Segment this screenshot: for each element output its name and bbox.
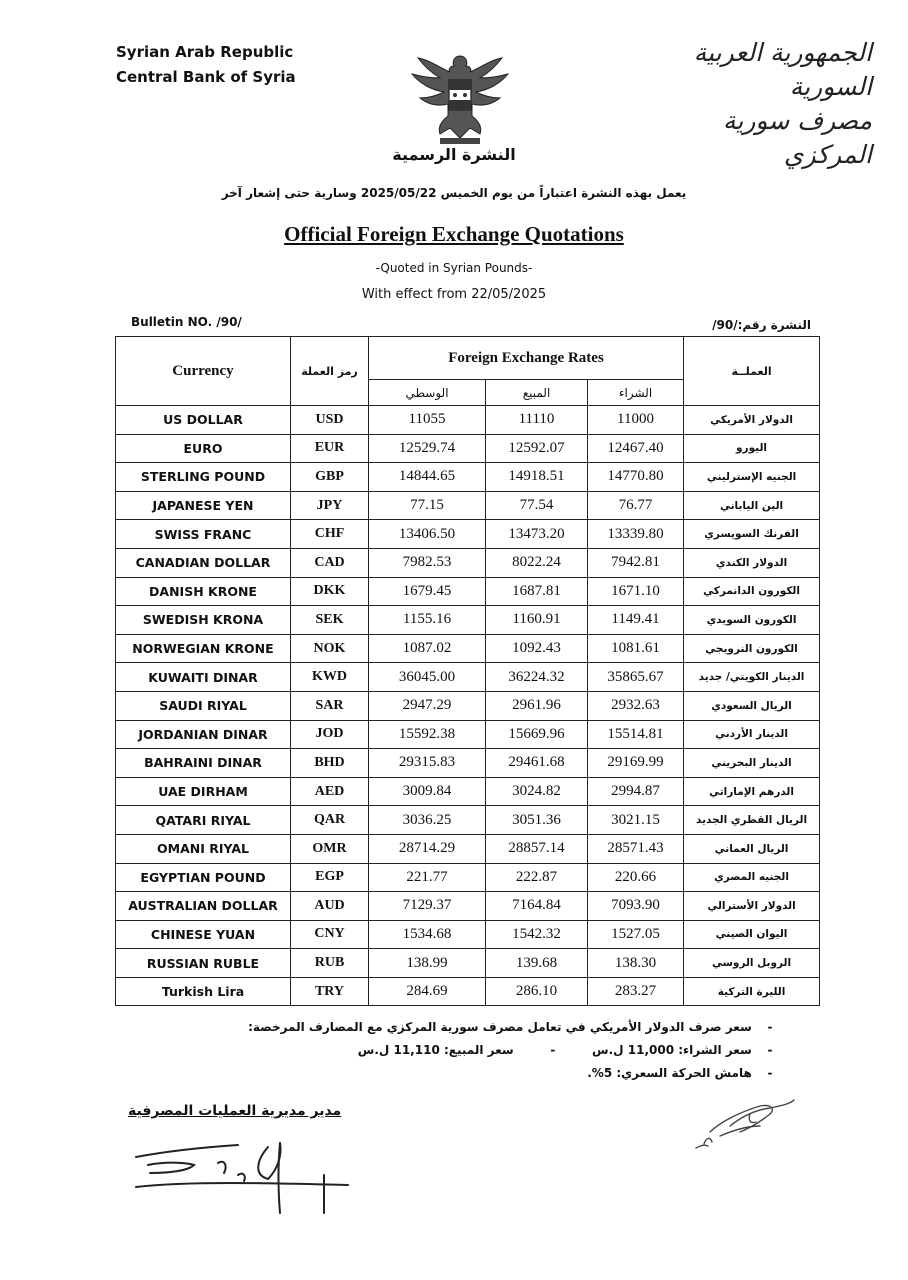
currency-name: EURO	[116, 434, 291, 463]
currency-name: KUWAITI DINAR	[116, 663, 291, 692]
currency-name-arabic: الريال السعودي	[684, 691, 820, 720]
buy-rate: 2932.63	[588, 691, 684, 720]
currency-name: AUSTRALIAN DOLLAR	[116, 892, 291, 921]
buy-rate: 1149.41	[588, 606, 684, 635]
currency-name-arabic: الليرة التركية	[684, 977, 820, 1006]
buy-rate: 7942.81	[588, 548, 684, 577]
sell-rate: 1542.32	[486, 920, 588, 949]
currency-name-arabic: الدينار الأردني	[684, 720, 820, 749]
rate-row	[116, 520, 820, 549]
sell-rate: 29461.68	[486, 749, 588, 778]
middle-rate: 77.15	[369, 491, 486, 520]
header-buy-rate: الشراء	[588, 380, 684, 406]
buy-rate: 12467.40	[588, 434, 684, 463]
currency-name-arabic: الدولار الأمريكي	[684, 406, 820, 435]
currency-name-arabic: الجنيه المصري	[684, 863, 820, 892]
currency-name: RUSSIAN RUBLE	[116, 949, 291, 978]
currency-name-arabic: الريال القطري الجديد	[684, 806, 820, 835]
currency-name: US DOLLAR	[116, 406, 291, 435]
bulletin-number-english: Bulletin NO. /90/	[131, 315, 242, 329]
note-bullet: -	[767, 1020, 773, 1034]
sell-rate: 15669.96	[486, 720, 588, 749]
header-currency-arabic: العملــة	[684, 337, 820, 406]
currency-name: NORWEGIAN KRONE	[116, 634, 291, 663]
rate-row	[116, 634, 820, 663]
middle-rate: 1534.68	[369, 920, 486, 949]
exchange-rates-body	[116, 406, 820, 1006]
rate-row	[116, 806, 820, 835]
rate-row	[116, 949, 820, 978]
middle-rate: 28714.29	[369, 834, 486, 863]
currency-code: EUR	[291, 434, 369, 463]
sell-rate: 13473.20	[486, 520, 588, 549]
currency-code: USD	[291, 406, 369, 435]
notes-section	[144, 1016, 784, 1085]
currency-code: AUD	[291, 892, 369, 921]
currency-name-arabic: الدولار الأسترالي	[684, 892, 820, 921]
currency-name: EGYPTIAN POUND	[116, 863, 291, 892]
sell-rate: 1160.91	[486, 606, 588, 635]
rate-row	[116, 548, 820, 577]
sell-rate: 2961.96	[486, 691, 588, 720]
note-usd-prices	[144, 1039, 784, 1062]
header-currency: Currency	[116, 337, 291, 406]
rate-row	[116, 720, 820, 749]
header-english	[116, 40, 296, 90]
currency-name-arabic: الدولار الكندي	[684, 548, 820, 577]
buy-rate: 1081.61	[588, 634, 684, 663]
currency-name: SAUDI RIYAL	[116, 691, 291, 720]
note-separator: -	[550, 1043, 556, 1057]
rate-row	[116, 406, 820, 435]
currency-code: AED	[291, 777, 369, 806]
currency-name-arabic: اليوان الصيني	[684, 920, 820, 949]
handwritten-signature	[690, 1092, 800, 1152]
buy-rate: 1671.10	[588, 577, 684, 606]
currency-name-arabic: الريال العماني	[684, 834, 820, 863]
note-margin-text: هامش الحركة السعري: 5%.	[587, 1066, 752, 1080]
header-middle-rate: الوسطي	[369, 380, 486, 406]
currency-code: QAR	[291, 806, 369, 835]
currency-code: JPY	[291, 491, 369, 520]
sell-rate: 139.68	[486, 949, 588, 978]
sell-rate: 3051.36	[486, 806, 588, 835]
buy-rate: 3021.15	[588, 806, 684, 835]
effective-date-arabic: يعمل بهذه النشرة اعتباراً من يوم الخميس 2025/05/22 وسارية حتى إشعار آخر	[221, 186, 687, 200]
note-usd-dealing	[144, 1016, 784, 1039]
currency-name-arabic: الين الياباني	[684, 491, 820, 520]
buy-rate: 28571.43	[588, 834, 684, 863]
currency-name-arabic: الروبل الروسي	[684, 949, 820, 978]
sell-rate: 36224.32	[486, 663, 588, 692]
sell-rate: 7164.84	[486, 892, 588, 921]
sell-rate: 286.10	[486, 977, 588, 1006]
middle-rate: 11055	[369, 406, 486, 435]
currency-name: STERLING POUND	[116, 463, 291, 492]
sell-rate: 28857.14	[486, 834, 588, 863]
currency-name: Turkish Lira	[116, 977, 291, 1006]
currency-name-arabic: الجنيه الإسترليني	[684, 463, 820, 492]
currency-name: DANISH KRONE	[116, 577, 291, 606]
middle-rate: 13406.50	[369, 520, 486, 549]
sell-rate: 14918.51	[486, 463, 588, 492]
buy-rate: 13339.80	[588, 520, 684, 549]
currency-name: JORDANIAN DINAR	[116, 720, 291, 749]
currency-name-arabic: الفرنك السويسري	[684, 520, 820, 549]
note-margin	[144, 1062, 784, 1085]
currency-name-arabic: الكورون الدانمركي	[684, 577, 820, 606]
currency-code: KWD	[291, 663, 369, 692]
currency-name: CANADIAN DOLLAR	[116, 548, 291, 577]
buy-rate: 14770.80	[588, 463, 684, 492]
rate-row	[116, 777, 820, 806]
buy-rate: 11000	[588, 406, 684, 435]
currency-code: OMR	[291, 834, 369, 863]
rate-row	[116, 834, 820, 863]
currency-code: NOK	[291, 634, 369, 663]
middle-rate: 29315.83	[369, 749, 486, 778]
currency-name: SWISS FRANC	[116, 520, 291, 549]
currency-name: SWEDISH KRONA	[116, 606, 291, 635]
currency-code: CHF	[291, 520, 369, 549]
currency-name-arabic: الدينار البحريني	[684, 749, 820, 778]
syrian-eagle-emblem-icon	[410, 38, 510, 148]
currency-code: TRY	[291, 977, 369, 1006]
currency-name-arabic: الدينار الكويتي/ جديد	[684, 663, 820, 692]
middle-rate: 14844.65	[369, 463, 486, 492]
note-bullet: -	[767, 1066, 773, 1080]
rate-row	[116, 920, 820, 949]
currency-code: SEK	[291, 606, 369, 635]
buy-rate: 15514.81	[588, 720, 684, 749]
middle-rate: 284.69	[369, 977, 486, 1006]
middle-rate: 3036.25	[369, 806, 486, 835]
middle-rate: 7982.53	[369, 548, 486, 577]
header-arabic-bank: مصرف سورية المركزي	[722, 106, 872, 169]
note-sell-price: سعر المبيع: 11,110 ل.س	[357, 1043, 514, 1057]
rate-row	[116, 491, 820, 520]
rate-row	[116, 863, 820, 892]
header-sell-rate: المبيع	[486, 380, 588, 406]
middle-rate: 138.99	[369, 949, 486, 978]
header-arabic-country: الجمهورية العربية السورية	[693, 38, 872, 101]
currency-name: BAHRAINI DINAR	[116, 749, 291, 778]
buy-rate: 2994.87	[588, 777, 684, 806]
exchange-rates-table	[115, 336, 820, 1006]
currency-code: RUB	[291, 949, 369, 978]
buy-rate: 283.27	[588, 977, 684, 1006]
currency-name: QATARI RIYAL	[116, 806, 291, 835]
sell-rate: 3024.82	[486, 777, 588, 806]
bulletin-number-arabic: النشرة رقم:/90/	[712, 318, 811, 332]
currency-name-arabic: الدرهم الإماراتي	[684, 777, 820, 806]
middle-rate: 1155.16	[369, 606, 486, 635]
currency-code: SAR	[291, 691, 369, 720]
currency-name-arabic: الكورون السويدي	[684, 606, 820, 635]
note-buy-price: سعر الشراء: 11,000 ل.س	[592, 1043, 752, 1057]
buy-rate: 220.66	[588, 863, 684, 892]
middle-rate: 1087.02	[369, 634, 486, 663]
buy-rate: 7093.90	[588, 892, 684, 921]
buy-rate: 76.77	[588, 491, 684, 520]
buy-rate: 138.30	[588, 949, 684, 978]
note-usd-dealing-text: سعر صرف الدولار الأمريكي في تعامل مصرف سورية المركزي مع المصارف المرخصة:	[248, 1020, 752, 1034]
note-bullet: -	[767, 1043, 773, 1057]
buy-rate: 1527.05	[588, 920, 684, 949]
signatory-title: مدير مديرية العمليات المصرفية	[128, 1103, 342, 1119]
rate-row	[116, 749, 820, 778]
bulletin-title-english: Official Foreign Exchange Quotations	[284, 222, 624, 246]
currency-name: JAPANESE YEN	[116, 491, 291, 520]
rate-row	[116, 463, 820, 492]
rate-row	[116, 606, 820, 635]
currency-code: DKK	[291, 577, 369, 606]
quoted-currency-note: -Quoted in Syrian Pounds-	[375, 261, 533, 275]
header-bank: Central Bank of Syria	[116, 68, 296, 86]
currency-code: CNY	[291, 920, 369, 949]
header-exchange-rates: Foreign Exchange Rates	[369, 337, 684, 380]
currency-code: GBP	[291, 463, 369, 492]
currency-name: CHINESE YUAN	[116, 920, 291, 949]
middle-rate: 12529.74	[369, 434, 486, 463]
director-signature	[128, 1125, 368, 1215]
currency-name-arabic: اليورو	[684, 434, 820, 463]
rate-row	[116, 434, 820, 463]
rate-row	[116, 977, 820, 1006]
middle-rate: 1679.45	[369, 577, 486, 606]
sell-rate: 12592.07	[486, 434, 588, 463]
rate-row	[116, 691, 820, 720]
currency-code: JOD	[291, 720, 369, 749]
middle-rate: 221.77	[369, 863, 486, 892]
buy-rate: 29169.99	[588, 749, 684, 778]
header-country: Syrian Arab Republic	[116, 43, 294, 61]
currency-name: OMANI RIYAL	[116, 834, 291, 863]
middle-rate: 3009.84	[369, 777, 486, 806]
rate-row	[116, 892, 820, 921]
rate-row	[116, 577, 820, 606]
header-currency-code-arabic: رمز العملة	[291, 337, 369, 406]
sell-rate: 8022.24	[486, 548, 588, 577]
sell-rate: 222.87	[486, 863, 588, 892]
currency-name-arabic: الكورون النرويجي	[684, 634, 820, 663]
bulletin-title-arabic: النشرة الرسمية	[392, 145, 516, 164]
middle-rate: 2947.29	[369, 691, 486, 720]
rate-row	[116, 663, 820, 692]
middle-rate: 15592.38	[369, 720, 486, 749]
currency-name: UAE DIRHAM	[116, 777, 291, 806]
sell-rate: 1687.81	[486, 577, 588, 606]
middle-rate: 7129.37	[369, 892, 486, 921]
sell-rate: 11110	[486, 406, 588, 435]
buy-rate: 35865.67	[588, 663, 684, 692]
sell-rate: 1092.43	[486, 634, 588, 663]
sell-rate: 77.54	[486, 491, 588, 520]
currency-code: BHD	[291, 749, 369, 778]
effective-date-english: With effect from 22/05/2025	[361, 287, 547, 302]
currency-code: EGP	[291, 863, 369, 892]
middle-rate: 36045.00	[369, 663, 486, 692]
currency-code: CAD	[291, 548, 369, 577]
